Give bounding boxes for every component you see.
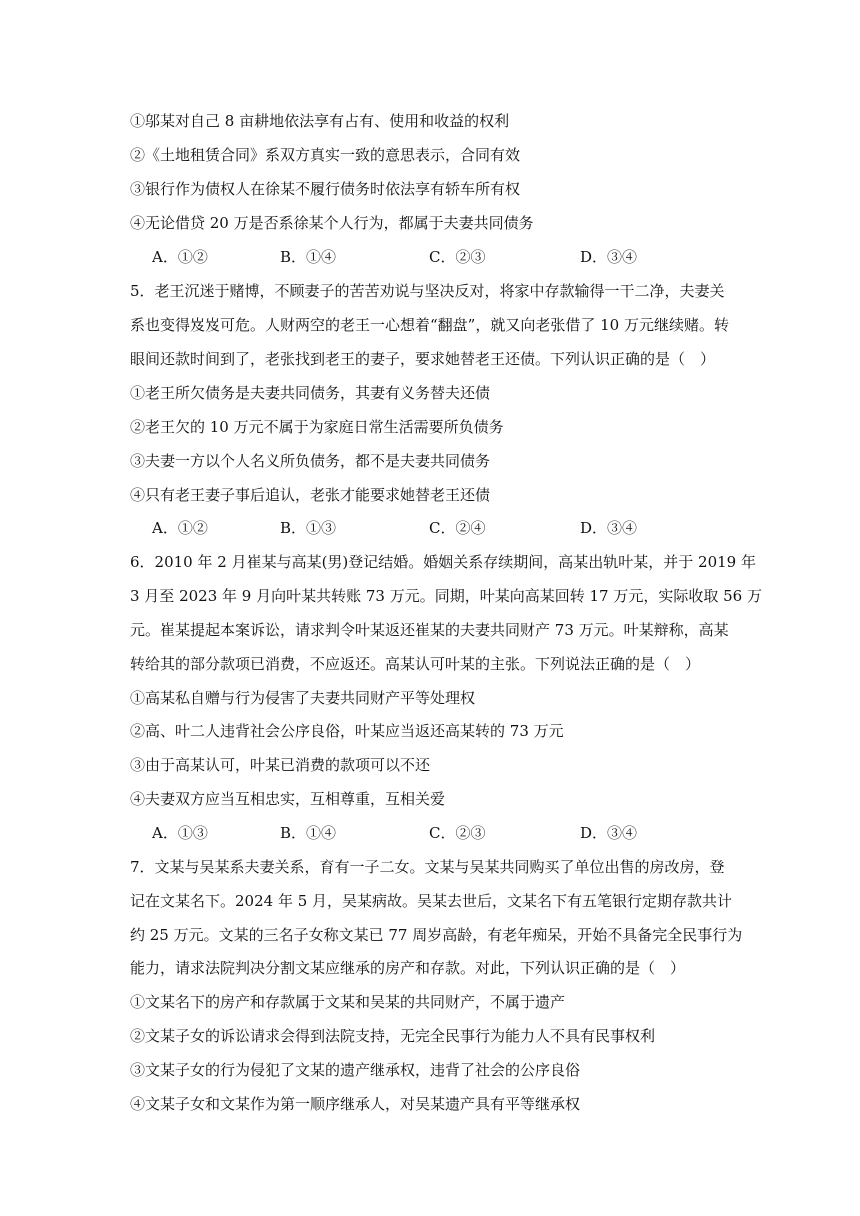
- q6-item-1: ①高某私自赠与行为侵害了夫妻共同财产平等处理权: [130, 689, 476, 707]
- q7-stem-line-1: 7．文某与吴某系夫妻关系，育有一子二女。文某与吴某共同购买了单位出售的房改房，登: [130, 858, 725, 876]
- q5-option-b: B．①③: [280, 519, 337, 537]
- q6-item-3: ③由于高某认可，叶某已消费的款项可以不还: [130, 756, 431, 774]
- q5-item-2: ②老王欠的 10 万元不属于为家庭日常生活需要所负债务: [130, 418, 504, 436]
- q4-item-4: ④无论借贷 20 万是否系徐某个人行为，都属于夫妻共同债务: [130, 214, 534, 232]
- q7-item-1: ①文某名下的房产和存款属于文某和吴某的共同财产，不属于遗产: [130, 993, 566, 1011]
- q6-options: [0, 823, 860, 843]
- q5-options: [0, 518, 860, 538]
- q4-option-b: B．①④: [280, 248, 337, 266]
- q5-stem-line-3: 眼间还款时间到了，老张找到老王的妻子，要求她替老王还债。下列认识正确的是（ ）: [130, 350, 716, 368]
- q4-options: [0, 247, 860, 267]
- q7-item-4: ④文某子女和文某作为第一顺序继承人，对吴某遗产具有平等继承权: [130, 1095, 581, 1113]
- q5-item-3: ③夫妻一方以个人名义所负债务，都不是夫妻共同债务: [130, 452, 491, 470]
- q7-stem-line-3: 约 25 万元。文某的三名子女称文某已 77 周岁高龄，有老年痴呆，开始不具备完全民事行为: [130, 926, 743, 944]
- q6-stem-line-3: 元。崔某提起本案诉讼，请求判令叶某返还崔某的夫妻共同财产 73 万元。叶某辩称，高某: [130, 621, 729, 639]
- q6-stem-line-4: 转给其的部分款项已消费，不应返还。高某认可叶某的主张。下列说法正确的是（ ）: [130, 655, 701, 673]
- q4-item-3: ③银行作为债权人在徐某不履行债务时依法享有轿车所有权: [130, 180, 521, 198]
- q7-stem-line-2: 记在文某名下。2024 年 5 月，吴某病故。吴某去世后，文某名下有五笔银行定期存款共计: [130, 892, 733, 910]
- q6-item-4: ④夫妻双方应当互相忠实，互相尊重，互相关爱: [130, 790, 446, 808]
- q5-option-d: D．③④: [580, 519, 638, 537]
- q6-option-b: B．①④: [280, 824, 337, 842]
- q5-item-4: ④只有老王妻子事后追认，老张才能要求她替老王还债: [130, 486, 491, 504]
- q5-item-1: ①老王所欠债务是夫妻共同债务，其妻有义务替夫还债: [130, 384, 491, 402]
- q5-stem-line-1: 5．老王沉迷于赌博，不顾妻子的苦苦劝说与坚决反对，将家中存款输得一干二净，夫妻关: [130, 282, 725, 300]
- q4-option-a: A．①②: [152, 248, 208, 266]
- q5-option-a: A．①②: [152, 519, 208, 537]
- q4-option-c: C．②③: [429, 248, 486, 266]
- q6-option-a: A．①③: [152, 824, 208, 842]
- q6-option-c: C．②③: [429, 824, 486, 842]
- q4-item-1: ①邬某对自己 8 亩耕地依法享有占有、使用和收益的权利: [130, 112, 510, 130]
- q4-item-2: ②《土地租赁合同》系双方真实一致的意思表示，合同有效: [130, 146, 521, 164]
- q4-option-d: D．③④: [580, 248, 638, 266]
- q7-item-3: ③文某子女的行为侵犯了文某的遗产继承权，违背了社会的公序良俗: [130, 1061, 581, 1079]
- q5-option-c: C．②④: [429, 519, 486, 537]
- q6-stem-line-1: 6．2010 年 2 月崔某与高某(男)登记结婚。婚姻关系存续期间，高某出轨叶某，并于 2019 年: [130, 553, 756, 571]
- q7-stem-line-4: 能力，请求法院判决分割文某应继承的房产和存款。对此，下列认识正确的是（ ）: [130, 959, 686, 977]
- q6-item-2: ②高、叶二人违背社会公序良俗，叶某应当返还高某转的 73 万元: [130, 722, 564, 740]
- q5-stem-line-2: 系也变得岌岌可危。人财两空的老王一心想着“翻盘”，就又向老张借了 10 万元继续赌。转: [130, 316, 729, 334]
- q6-option-d: D．③④: [580, 824, 638, 842]
- q7-item-2: ②文某子女的诉讼请求会得到法院支持，无完全民事行为能力人不具有民事权利: [130, 1027, 656, 1045]
- q6-stem-line-2: 3 月至 2023 年 9 月向叶某共转账 73 万元。同期，叶某向高某回转 17 万元，实际收取 56 万: [130, 587, 762, 605]
